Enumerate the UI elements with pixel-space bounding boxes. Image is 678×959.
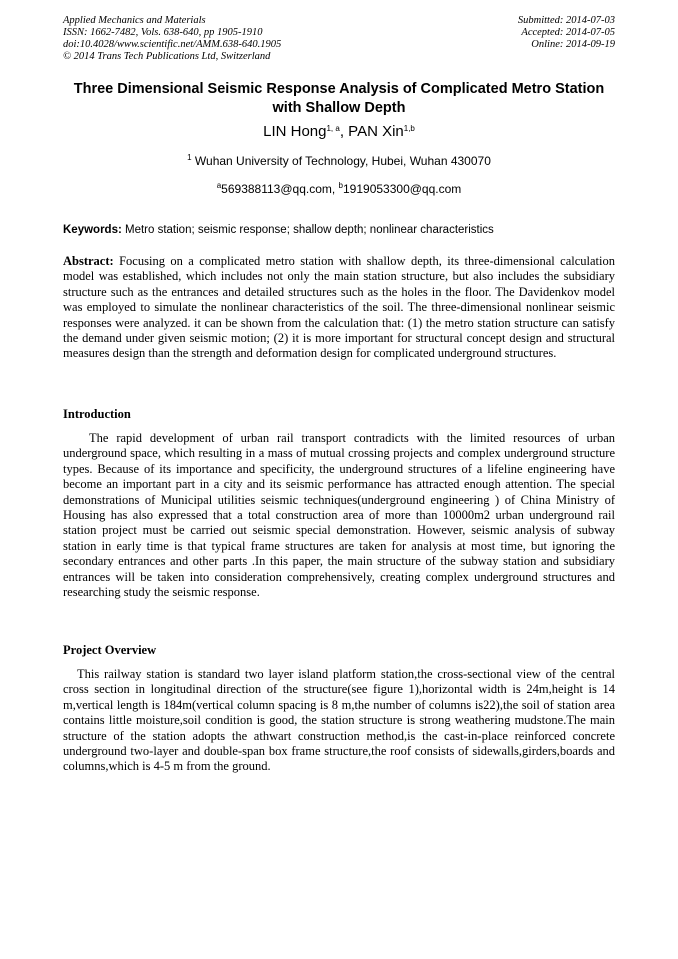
affiliation <box>0 153 678 169</box>
copyright-line: © 2014 Trans Tech Publications Ltd, Switzerland <box>63 51 271 62</box>
affiliation-text: Wuhan University of Technology, Hubei, Wuhan 430070 <box>191 154 491 168</box>
email-mark: a <box>216 181 222 190</box>
author-affiliation-mark: 1,b <box>403 124 415 133</box>
email-mark: b <box>338 181 343 190</box>
submitted-date: Submitted: 2014-07-03 <box>517 15 615 26</box>
author-line <box>0 122 678 142</box>
section-heading-introduction: Introduction <box>63 407 131 421</box>
email-link[interactable]: 1919053300@qq.com <box>343 182 462 196</box>
section-heading-project-overview: Project Overview <box>63 643 157 657</box>
author-separator: , <box>339 123 349 140</box>
email-link[interactable]: 569388113@qq.com, <box>221 182 339 196</box>
author-name: LIN Hong <box>263 123 327 140</box>
paper-title: Three Dimensional Seismic Response Analysis of Complicated Metro Station with Shallow Depth <box>73 81 605 116</box>
publication-info <box>63 15 281 63</box>
introduction-paragraph: The rapid development of urban rail transport contradicts with the limited resources of urban underground space, which resulting in a mass of mutual crossing projects and complex underground structure types. Because of its importance and specificity, the underground structures of a lifeline engineering have become an important part in a city and its seismic performance has attracted enough attention. The special demonstrations of Municipal utilities seismic techniques(underground engineering ) of China Ministry of Housing has also expressed that a total construction area of more than 10000m2 urban underground rail station project must be carried out seismic special demonstration. However, seismic analysis of subway station in early time is that typical frame structures are taken for analysis at most time, but ignoring the secondary entrances and other parts .In this paper, the main structure of the subway station and subsidiary entrances will be taken into consideration comprehensively, creating complex underground structures and researching study the seismic response. <box>63 431 615 600</box>
project-overview-paragraph: This railway station is standard two layer island platform station,the cross-sectional view of the central cross section in longitudinal direction of the structure(see figure 1),horizontal width is 24m,height is 14 m,vertical length is 184m(vertical column spacing is 8 m,the number of columns is22),the soil of station area contains little moisture,soil condition is good, the station structure is strong weathering mudstone.The main structure of the station adopts the athwart construction method,is the cast-in-place reinforced concrete underground two-layer and double-span box frame structure,the roof consists of sidewalls,girders,boards and columns,which is 4-5 m from the ground. <box>63 667 615 774</box>
affiliation-mark: 1 <box>187 153 192 162</box>
author-name: PAN Xin <box>348 123 404 140</box>
author-affiliation-mark: 1, a <box>326 124 340 133</box>
author-emails <box>0 181 678 197</box>
online-date: Online: 2014-09-19 <box>531 39 615 50</box>
abstract-text: Focusing on a complicated metro station with shallow depth, its three-dimensional calculation model was established, which includes not only the main station structure, but also includes the subsidiary structure such as the entrances and detailed structures such as the holes in the floor. The Davidenkov model was employed to simulate the nonlinear characteristics of the soil. The three-dimensional nonlinear seismic responses were analyzed. it can be shown from the calculation that: (1) the metro station structure can satisfy the demand under given seismic motion; (2) it is more important for structural concept design and structural measures design than the strength and deformation design for complicated underground structures. <box>63 254 615 361</box>
keywords-text: Metro station; seismic response; shallow depth; nonlinear characteristics <box>121 224 494 236</box>
accepted-date: Accepted: 2014-07-05 <box>521 27 615 38</box>
journal-name: Applied Mechanics and Materials <box>63 15 206 26</box>
abstract-label: Abstract: <box>63 254 114 268</box>
keywords <box>63 222 615 238</box>
abstract <box>63 254 615 362</box>
doi-line: doi:10.4028/www.scientific.net/AMM.638-640.1905 <box>63 39 282 50</box>
issn-line: ISSN: 1662-7482, Vols. 638-640, pp 1905-1910 <box>63 27 263 38</box>
keywords-label: Keywords: <box>63 224 122 236</box>
publication-dates <box>518 15 615 51</box>
